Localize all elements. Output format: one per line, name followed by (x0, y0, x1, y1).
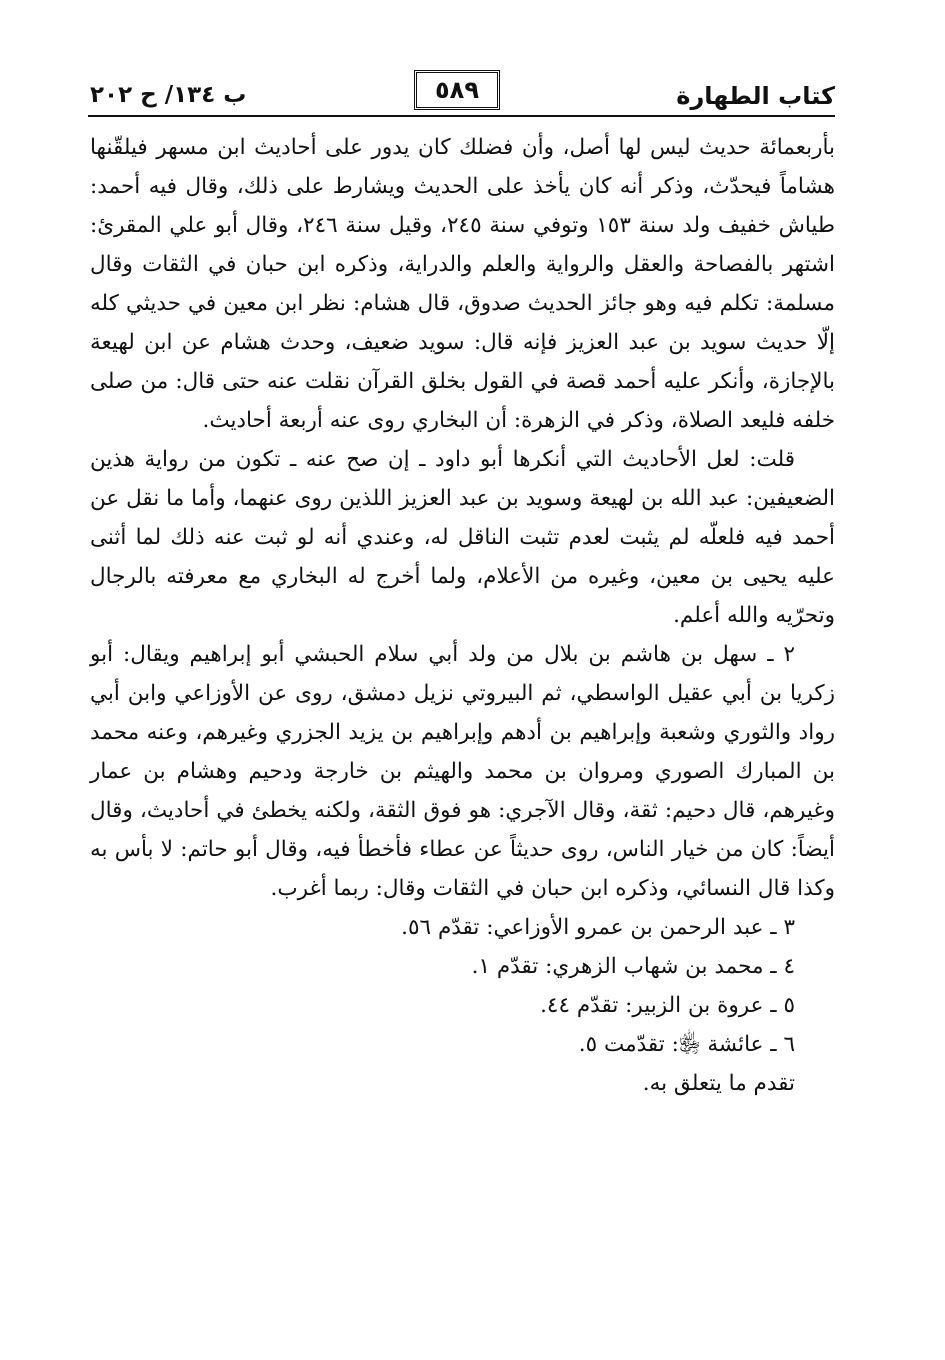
page-number: ٥٨٩ (435, 76, 479, 104)
paragraph-narrator-2: ٢ ـ سهل بن هاشم بن بلال من ولد أبي سلام الحبشي أبو إبراهيم ويقال: أبو زكريا بن أبي عقيل الواسطي، ثم البيروتي نزيل دمشق، روى عن الأوزاعي وابن أبي رواد والثوري وشعبة وإبراهيم بن أدهم وإبراهيم بن يزيد الجزري وغيرهم، وعنه محمد بن المبارك الصوري ومروان بن محمد والهيثم بن خارجة ودحيم وهشام بن عمار وغيرهم، قال دحيم: ثقة، وقال الآجري: هو فوق الثقة، ولكنه يخطئ في أحاديث، وقال أيضاً: كان من خيار الناس، روى حديثاً عن عطاء فأخطأ فيه، وقال أبو حاتم: لا بأس به وكذا قال النسائي، وذكره ابن حبان في الثقات وقال: ربما أغرب. (90, 642, 835, 901)
chapter-hadith-reference: ب ١٣٤/ ح ٢٠٢ (90, 82, 247, 108)
page-number-frame (414, 70, 500, 110)
list-item-narrator-4: ٤ ـ محمد بن شهاب الزهري: تقدّم ١. (471, 954, 795, 979)
list-item-narrator-6: ٦ ـ عائشة ﵂: تقدّمت ٥. (578, 1032, 795, 1057)
paragraph-continuation: بأربعمائة حديث ليس لها أصل، وأن فضلك كان يدور على أحاديث ابن مسهر فيلقّنها هشاماً فيحدّث، وذكر أنه كان يأخذ على الحديث ويشارط على ذلك، وقال فيه أحمد: طياش خفيف ولد سنة ١٥٣ وتوفي سنة ٢٤٥، وقيل سنة ٢٤٦، وقال أبو علي المقرئ: اشتهر بالفصاحة والعقل والرواية والعلم والدراية، وذكره ابن حبان في الثقات وقال مسلمة: تكلم فيه وهو جائز الحديث صدوق، قال هشام: نظر ابن معين في حديثي كله إلّا حديث سويد بن عبد العزيز فإنه قال: سويد ضعيف، وحدث هشام عن ابن لهيعة بالإجازة، وأنكر عليه أحمد قصة في القول بخلق القرآن نقلت عنه حتى قال: من صلى خلفه فليعد الصلاة، وذكر في الزهرة: أن البخاري روى عنه أربعة أحاديث. (90, 135, 836, 433)
running-title: كتاب الطهارة (676, 82, 835, 110)
closing-note: تقدم ما يتعلق به. (642, 1071, 795, 1096)
list-item-narrator-3: ٣ ـ عبد الرحمن بن عمرو الأوزاعي: تقدّم ٥٦. (401, 915, 795, 940)
page-body (90, 128, 835, 1103)
header-rule (88, 115, 835, 117)
list-item-narrator-5: ٥ ـ عروة بن الزبير: تقدّم ٤٤. (540, 993, 795, 1018)
paragraph-comment: قلت: لعل الأحاديث التي أنكرها أبو داود ـ إن صح عنه ـ تكون من رواية هذين الضعيفين: عبد الله بن لهيعة وسويد بن عبد العزيز اللذين روى عنهما، وأما ما نقل عن أحمد فيه فلعلّه لم يثبت لعدم تثبت الناقل له، وعندي أنه لو ثبت عنه ذلك لما أثنى عليه يحيى بن معين، وغيره من الأعلام، ولما أخرج له البخاري مع معرفته بالرجال وتحرّيه والله أعلم. (90, 447, 835, 628)
